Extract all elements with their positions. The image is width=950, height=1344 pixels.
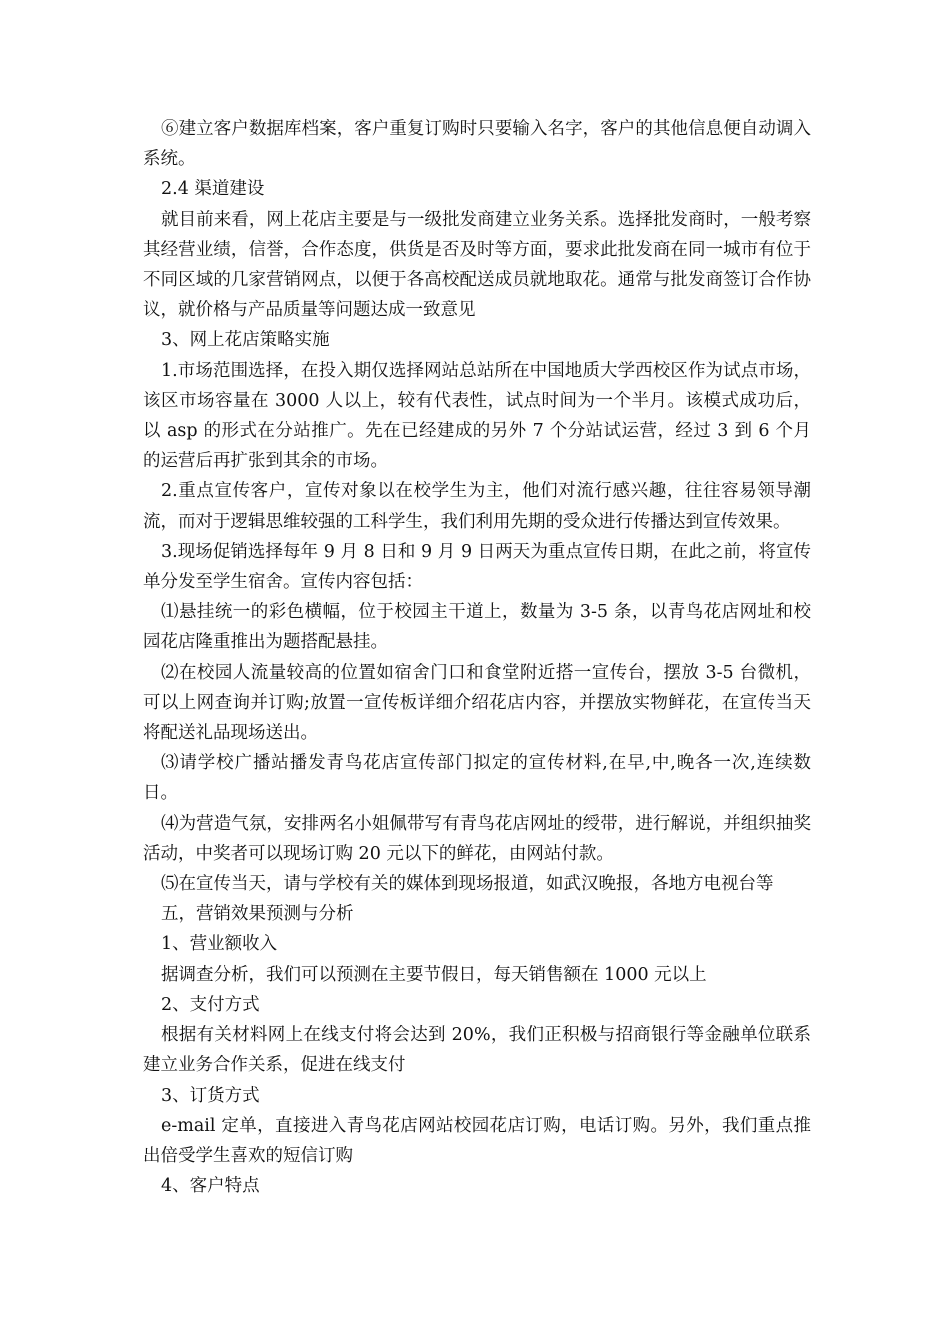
heading-channel-building: 2.4 渠道建设 <box>161 179 265 200</box>
paragraph-onsite-promotion: 3.现场促销选择每年 9 月 8 日和 9 月 9 日两天为重点宣传日期，在此之前，将宣传单分发至学生宿舍。宣传内容包括： <box>143 541 811 593</box>
heading-customer-traits: 4、客户特点 <box>161 1176 260 1197</box>
paragraph-revenue: 据调查分析，我们可以预测在主要节假日，每天销售额在 1000 元以上 <box>161 964 707 985</box>
paragraph-promo-item-1: ⑴悬挂统一的彩色横幅，位于校园主干道上，数量为 3-5 条，以青鸟花店网址和校园花店隆重推出为题搭配悬挂。 <box>143 602 811 653</box>
heading-effect-forecast: 五，营销效果预测与分析 <box>161 904 354 925</box>
heading-strategy-implementation: 3、网上花店策略实施 <box>161 330 330 351</box>
paragraph-promo-item-2: ⑵在校园人流量较高的位置如宿舍门口和食堂附近搭一宣传台，摆放 3-5 台微机，可以上网查询并订购;放置一宣传板详细介绍花店内容，并摆放实物鲜花，在宣传当天将配送礼品现场送出。 <box>143 662 811 744</box>
paragraph-wholesaler: 就目前来看，网上花店主要是与一级批发商建立业务关系。选择批发商时，一般考察其经营业绩，信誉，合作态度，供货是否及时等方面，要求此批发商在同一城市有位于不同区域的几家营销网点，以便于各高校配送成员就地取花。通常与批发商签订合作协议，就价格与产品质量等问题达成一致意见 <box>143 209 811 321</box>
paragraph-promo-item-5: ⑸在宣传当天，请与学校有关的媒体到现场报道，如武汉晚报，各地方电视台等 <box>161 874 774 895</box>
heading-revenue: 1、营业额收入 <box>161 934 278 955</box>
paragraph-customer-database: ⑥建立客户数据库档案，客户重复订购时只要输入名字，客户的其他信息便自动调入系统。 <box>143 119 811 170</box>
paragraph-market-scope: 1.市场范围选择，在投入期仅选择网站总站所在中国地质大学西校区作为试点市场，该区市场容量在 3000 人以上，较有代表性，试点时间为一个半月。该模式成功后，以 asp 的形式在分站推广。先在已经建成的另外 7 个分站试运营，经过 3 到 6 个月的运营后再扩张到其余的市场。 <box>143 360 811 472</box>
heading-ordering: 3、订货方式 <box>161 1085 260 1106</box>
heading-payment: 2、支付方式 <box>161 994 260 1015</box>
paragraph-key-customers: 2.重点宣传客户，宣传对象以在校学生为主，他们对流行感兴趣，往往容易领导潮流，而对于逻辑思维较强的工科学生，我们利用先期的受众进行传播达到宣传效果。 <box>143 481 811 532</box>
paragraph-promo-item-4: ⑷为营造气氛，安排两名小姐佩带写有青鸟花店网址的绶带，进行解说，并组织抽奖活动，中奖者可以现场订购 20 元以下的鲜花，由网站付款。 <box>143 813 811 864</box>
paragraph-payment: 根据有关材料网上在线支付将会达到 20%，我们正积极与招商银行等金融单位联系建立业务合作关系，促进在线支付 <box>143 1025 811 1076</box>
document-body <box>143 114 811 1201</box>
paragraph-ordering: e-mail 定单，直接进入青鸟花店网站校园花店订购，电话订购。另外，我们重点推出倍受学生喜欢的短信订购 <box>143 1115 811 1166</box>
paragraph-promo-item-3: ⑶请学校广播站播发青鸟花店宣传部门拟定的宣传材料,在早,中,晚各一次,连续数日。 <box>143 753 811 804</box>
